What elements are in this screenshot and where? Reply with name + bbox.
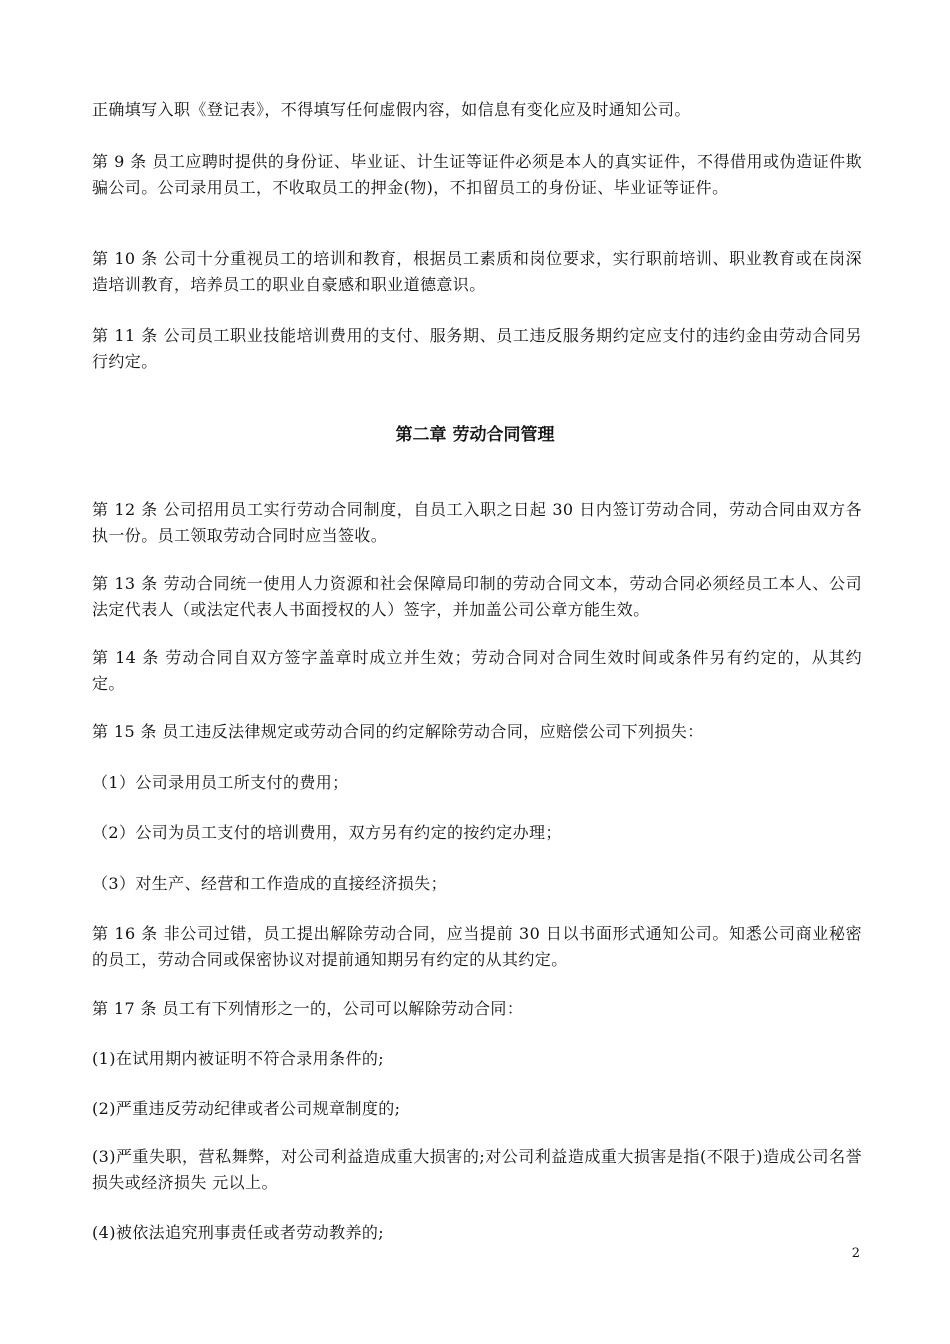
list-item-15-2: （2）公司为员工支付的培训费用，双方另有约定的按约定办理； — [92, 823, 562, 842]
list-item-17-2: (2)严重违反劳动纪律或者公司规章制度的; — [92, 1099, 401, 1118]
list-item-15-3: （3）对生产、经营和工作造成的直接经济损失； — [92, 874, 447, 893]
paragraph-article-13: 第 13 条 劳动合同统一使用人力资源和社会保障局印制的劳动合同文本，劳动合同必须经员工本人、公司法定代表人（或法定代表人书面授权的人）签字，并加盖公司公章方能生效。 — [92, 574, 862, 619]
paragraph-article-11: 第 11 条 公司员工职业技能培训费用的支付、服务期、员工违反服务期约定应支付的违约金由劳动合同另行约定。 — [92, 326, 862, 371]
paragraph-article-14: 第 14 条 劳动合同自双方签字盖章时成立并生效；劳动合同对合同生效时间或条件另有约定的，从其约定。 — [92, 648, 862, 693]
list-item-17-4: (4)被依法追究刑事责任或者劳动教养的; — [92, 1223, 385, 1242]
list-item-15-1: （1）公司录用员工所支付的费用； — [92, 773, 349, 792]
paragraph-article-10: 第 10 条 公司十分重视员工的培训和教育，根据员工素质和岗位要求，实行职前培训、职业教育或在岗深造培训教育，培养员工的职业自豪感和职业道德意识。 — [92, 249, 862, 294]
paragraph-article-9: 第 9 条 员工应聘时提供的身份证、毕业证、计生证等证件必须是本人的真实证件，不得借用或伪造证件欺骗公司。公司录用员工，不收取员工的押金(物)，不扣留员工的身份证、毕业证等证件。 — [92, 152, 862, 197]
paragraph-article-17: 第 17 条 员工有下列情形之一的，公司可以解除劳动合同： — [92, 999, 524, 1018]
paragraph-registration-form: 正确填写入职《登记表》，不得填写任何虚假内容，如信息有变化应及时通知公司。 — [92, 100, 691, 119]
paragraph-article-12: 第 12 条 公司招用员工实行劳动合同制度，自员工入职之日起 30 日内签订劳动合同，劳动合同由双方各执一份。员工领取劳动合同时应当签收。 — [92, 500, 862, 545]
list-item-17-3: (3)严重失职，营私舞弊，对公司利益造成重大损害的;对公司利益造成重大损害是指(不限于)造成公司名誉损失或经济损失 元以上。 — [92, 1147, 862, 1192]
page-number: 2 — [851, 1246, 860, 1261]
paragraph-article-15: 第 15 条 员工违反法律规定或劳动合同的约定解除劳动合同，应赔偿公司下列损失： — [92, 722, 704, 741]
paragraph-article-16: 第 16 条 非公司过错，员工提出解除劳动合同，应当提前 30 日以书面形式通知公司。知悉公司商业秘密的员工，劳动合同或保密协议对提前通知期另有约定的从其约定。 — [92, 924, 862, 969]
list-item-17-1: (1)在试用期内被证明不符合录用条件的; — [92, 1049, 385, 1068]
chapter-heading: 第二章 劳动合同管理 — [395, 425, 555, 445]
